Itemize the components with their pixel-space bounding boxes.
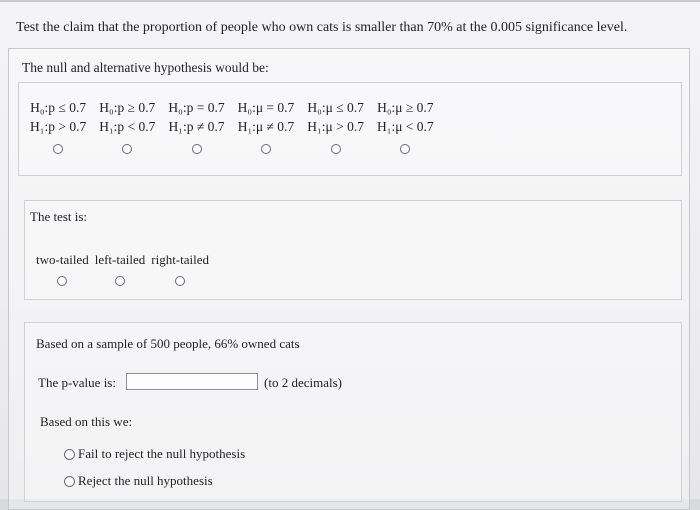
null-hypothesis: H₀:μ ≤ 0.7: [307, 100, 364, 115]
radio-button[interactable]: [53, 144, 63, 154]
null-hypothesis: H₀:p ≤ 0.7: [30, 100, 87, 115]
hypothesis-option-5[interactable]: [307, 98, 364, 154]
hypothesis-option-4[interactable]: [238, 98, 295, 154]
top-divider: [0, 0, 700, 2]
test-option-left-tailed[interactable]: [95, 252, 146, 286]
alt-hypothesis: H₁:p < 0.7: [99, 119, 156, 134]
radio-button[interactable]: [64, 449, 75, 460]
null-hypothesis: H₀:μ ≥ 0.7: [377, 100, 434, 115]
conclusion-option-label: Fail to reject the null hypothesis: [78, 446, 246, 461]
radio-button[interactable]: [115, 276, 125, 286]
radio-button[interactable]: [261, 144, 271, 154]
question-claim: Test the claim that the proportion of people who own cats is smaller than 70% at the 0.005 significance level.: [16, 20, 628, 35]
p-value-label: The p-value is:: [38, 375, 116, 390]
radio-button[interactable]: [192, 144, 202, 154]
hypotheses-title: The null and alternative hypothesis would be:: [22, 60, 269, 75]
test-option-label: two-tailed: [36, 252, 89, 267]
conclusion-option-fail-to-reject[interactable]: [64, 446, 245, 462]
alt-hypothesis: H₁:μ ≠ 0.7: [237, 119, 295, 134]
radio-button[interactable]: [57, 276, 67, 286]
test-type-title: The test is:: [30, 209, 88, 224]
test-option-label: left-tailed: [94, 252, 146, 267]
alt-hypothesis: H₁:μ < 0.7: [376, 119, 434, 134]
alt-hypothesis: H₁:μ > 0.7: [307, 119, 364, 134]
null-hypothesis: H₀:μ = 0.7: [237, 100, 295, 115]
hypothesis-option-1[interactable]: [30, 98, 86, 154]
radio-button[interactable]: [122, 144, 132, 154]
null-hypothesis: H₀:p ≥ 0.7: [99, 100, 156, 115]
conclusion-title: Based on this we:: [40, 414, 133, 429]
hypothesis-option-6[interactable]: [377, 98, 434, 154]
conclusion-option-reject[interactable]: [64, 473, 213, 489]
radio-button[interactable]: [175, 276, 185, 286]
null-hypothesis: H₀:p = 0.7: [168, 100, 225, 115]
conclusion-option-label: Reject the null hypothesis: [78, 473, 213, 488]
test-type-options: [36, 252, 209, 286]
radio-button[interactable]: [400, 144, 410, 154]
radio-button[interactable]: [64, 476, 75, 487]
alt-hypothesis: H₁:p > 0.7: [30, 119, 87, 134]
p-value-note: (to 2 decimals): [264, 375, 342, 390]
test-option-two-tailed[interactable]: [36, 252, 89, 286]
test-option-label: right-tailed: [151, 252, 210, 267]
radio-button[interactable]: [331, 144, 341, 154]
hypotheses-options: [30, 98, 434, 154]
sample-description: Based on a sample of 500 people, 66% owned cats: [36, 336, 300, 351]
alt-hypothesis: H₁:p ≠ 0.7: [168, 119, 225, 134]
test-option-right-tailed[interactable]: [151, 252, 209, 286]
hypothesis-option-3[interactable]: [168, 98, 224, 154]
hypothesis-option-2[interactable]: [99, 98, 155, 154]
p-value-input[interactable]: [126, 373, 258, 390]
